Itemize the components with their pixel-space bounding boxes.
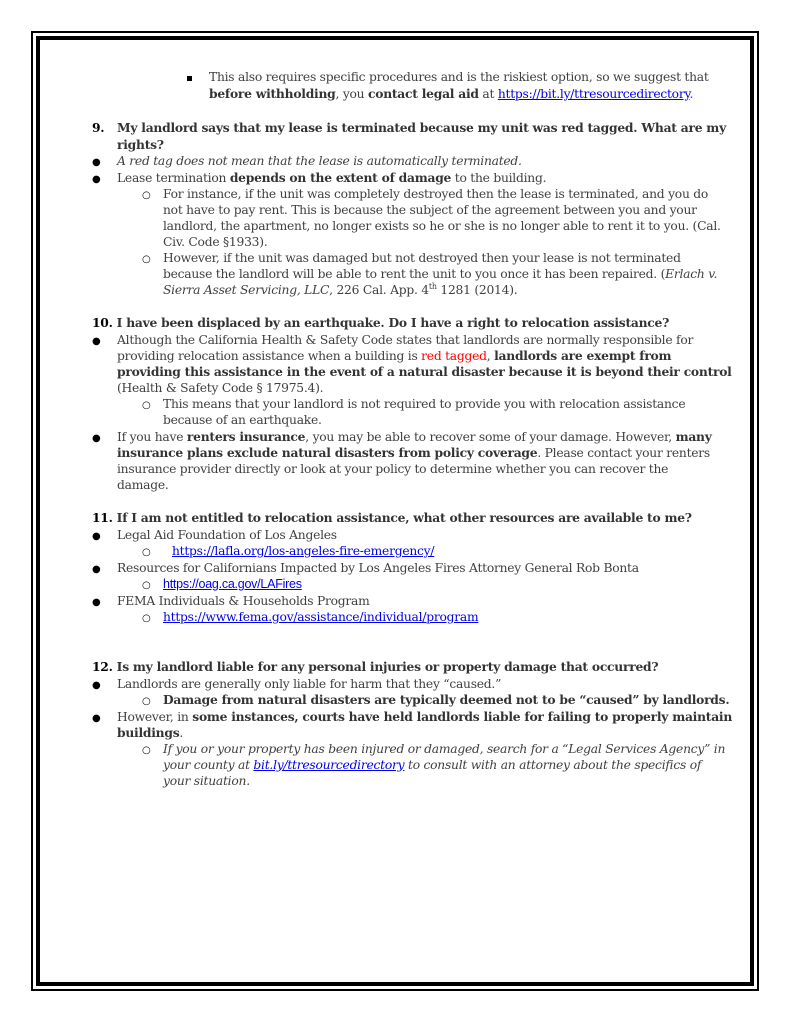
resource-directory-link[interactable]: bit.ly/ttresourcedirectory (253, 758, 405, 772)
q9-sub2-line3: Sierra Asset Servicing, LLC, 226 Cal. App. 4th 1281 (2014). (163, 281, 518, 297)
circle-bullet-icon: ○ (142, 547, 151, 558)
q9-sub1-line3: landlord, the apartment, no longer exists so he or she is no longer able to rent it to you. (Cal. (163, 219, 721, 233)
q9-sub2-line2: because the landlord will be able to rent the unit to you once it has been repaired. (Erlach v. (163, 267, 718, 281)
q9-sub2-line1: However, if the unit was damaged but not destroyed then your lease is not terminated (163, 251, 681, 265)
q9-bullet-1: A red tag does not mean that the lease is automatically terminated. (117, 154, 522, 168)
q10-b1-line2: providing relocation assistance when a building is red tagged, landlords are exempt from (117, 348, 672, 363)
q12-b2-line1: However, in some instances, courts have held landlords liable for failing to properly maintain (117, 709, 733, 724)
bullet-icon: ● (92, 336, 101, 347)
fema-link[interactable]: https://www.fema.gov/assistance/individual/program (163, 610, 479, 624)
q12-b2-sub-line2: your county at bit.ly/ttresourcedirectory to consult with an attorney about the specifics of (163, 758, 702, 772)
circle-bullet-icon: ○ (142, 400, 151, 411)
bullet-icon: ● (92, 564, 101, 575)
q9-bullet-2: Lease termination depends on the extent of damage to the building. (117, 170, 547, 185)
legal-aid-link[interactable]: https://bit.ly/ttresourcedirectory (497, 87, 690, 101)
oag-lafires-link[interactable]: https://oag.ca.gov/LAFires (163, 577, 302, 591)
circle-bullet-icon: ○ (142, 580, 151, 591)
q10-b2-line4: damage. (117, 478, 169, 492)
q10-heading: 10. I have been displaced by an earthquake. Do I have a right to relocation assistance? (92, 315, 670, 330)
q11-item-2-link-wrap (163, 576, 302, 592)
q12-heading: 12. Is my landlord liable for any personal injuries or property damage that occurred? (92, 659, 659, 674)
q10-b2-line2: insurance plans exclude natural disasters from policy coverage. Please contact your renters (117, 445, 710, 460)
square-bullet-icon (187, 76, 192, 81)
q12-b1-sub: Damage from natural disasters are typically deemed not to be “caused” by landlords. (163, 692, 730, 707)
bullet-icon: ● (92, 433, 101, 444)
q9-title: My landlord says that my lease is terminated because my unit was red tagged. What are my (117, 120, 726, 135)
q10-b1-line1: Although the California Health & Safety Code states that landlords are normally responsible for (117, 333, 694, 347)
circle-bullet-icon: ○ (142, 254, 151, 265)
q11-item-1-label: Legal Aid Foundation of Los Angeles (117, 528, 337, 542)
circle-bullet-icon: ○ (142, 696, 151, 707)
circle-bullet-icon: ○ (142, 190, 151, 201)
q11-item-2-label: Resources for Californians Impacted by Los Angeles Fires Attorney General Rob Bonta (117, 561, 639, 575)
q12-b2-sub-line3: your situation. (163, 774, 250, 788)
q10-b2-line3: insurance provider directly or look at your policy to determine whether you can recover the (117, 462, 669, 476)
bullet-icon: ● (92, 680, 101, 691)
q11-item-1-link-wrap (172, 543, 434, 559)
lafla-link[interactable]: https://lafla.org/los-angeles-fire-emergency/ (172, 544, 435, 558)
bullet-icon: ● (92, 157, 101, 168)
intro-line-2: before withholding, you contact legal aid at https://bit.ly/ttresourcedirectory. (209, 86, 694, 101)
q12-b1: Landlords are generally only liable for harm that they “caused.” (117, 677, 502, 691)
q11-heading: 11. If I am not entitled to relocation assistance, what other resources are available to me? (92, 510, 692, 525)
q12-b2-sub-line1: If you or your property has been injured or damaged, search for a “Legal Services Agency” in (163, 742, 726, 756)
circle-bullet-icon: ○ (142, 745, 151, 756)
q9-sub1-line1: For instance, if the unit was completely destroyed then the lease is terminated, and you do (163, 187, 709, 201)
circle-bullet-icon: ○ (142, 613, 151, 624)
q9-sub1-line2: not have to pay rent. This is because the subject of the agreement between you and your (163, 203, 697, 217)
bullet-icon: ● (92, 531, 101, 542)
q9-sub1-line4: Civ. Code §1933). (163, 235, 268, 249)
q11-item-3-label: FEMA Individuals & Households Program (117, 594, 370, 608)
q11-item-3-link-wrap (163, 609, 478, 625)
q10-b1-line3: providing this assistance in the event of a natural disaster because it is beyond their control (117, 364, 732, 379)
q9-title-line2: rights? (117, 137, 164, 152)
q10-sub-line1: This means that your landlord is not required to provide you with relocation assistance (163, 397, 686, 411)
q10-b2-line1: If you have renters insurance, you may be able to recover some of your damage. However, many (117, 429, 712, 444)
intro-line-1: This also requires specific procedures and is the riskiest option, so we suggest that (209, 70, 709, 84)
q9-number: 9. (92, 120, 105, 135)
q12-b2-line2: buildings. (117, 725, 184, 740)
q10-sub-line2: because of an earthquake. (163, 413, 322, 427)
bullet-icon: ● (92, 174, 101, 185)
bullet-icon: ● (92, 597, 101, 608)
bullet-icon: ● (92, 713, 101, 724)
q10-b1-line4: (Health & Safety Code § 17975.4). (117, 381, 324, 395)
